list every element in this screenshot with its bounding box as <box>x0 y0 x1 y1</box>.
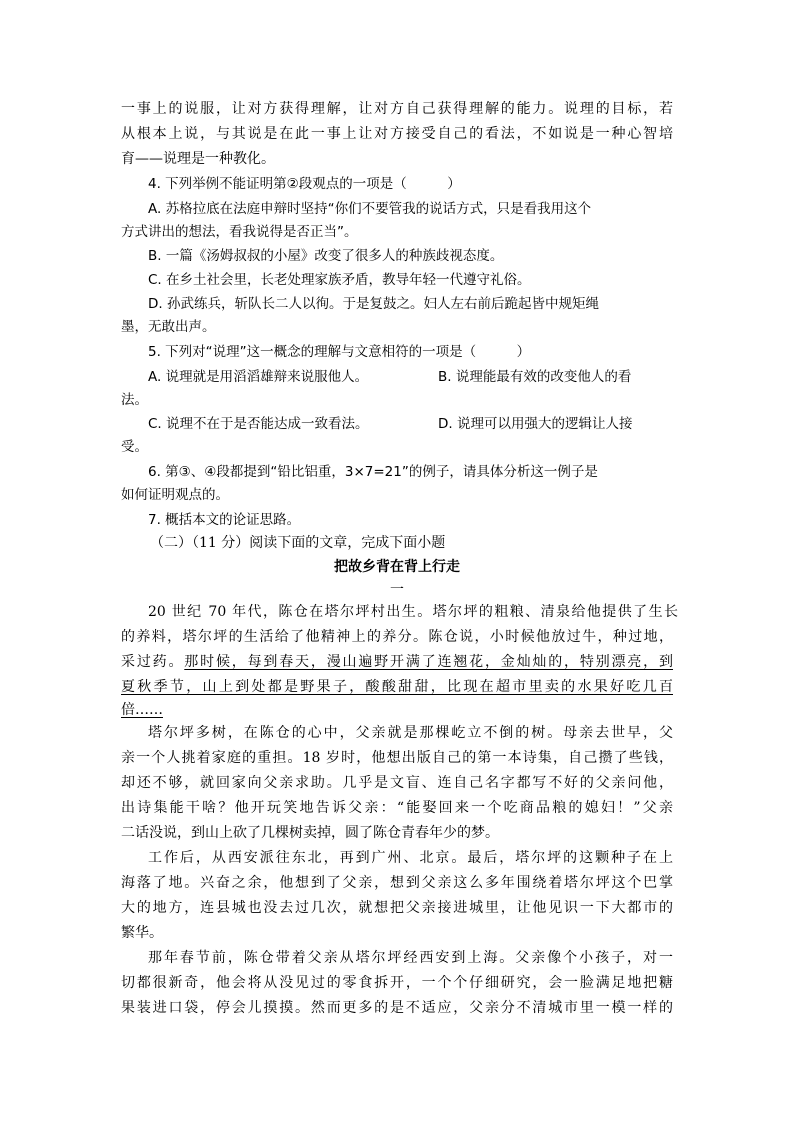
article-title: 把故乡背在背上行走 <box>334 559 460 575</box>
underlined-text: 那时候，每到春天，漫山遍野开满了连翘花，金灿灿的，特别漂亮，到 <box>184 654 674 670</box>
question-6-line: 6. 第③、④段都提到“铅比铝重，3×7=21”的例子，请具体分析这一例子是 <box>148 464 598 480</box>
underlined-line: 夏秋季节，山上到处都是野果子，酸酸甜甜，比现在超市里卖的水果好吃几百 <box>121 679 673 695</box>
question-5-option-b: B. 说理能最有效的改变他人的看 <box>438 369 632 385</box>
article-part-marker: 一 <box>390 582 404 598</box>
plain-text: 采过药。 <box>121 654 185 670</box>
passage2-p2-line: 却还不够，就回家向父亲求助。几乎是文盲、连自己名字都写不好的父亲问他， <box>121 775 673 791</box>
question-4-option-a-cont: 方式讲出的想法，看我说得是否正当”。 <box>121 224 358 240</box>
question-5-option-d-cont: 受。 <box>121 439 148 455</box>
passage2-p4-line: 切都很新奇，他会将从没见过的零食拆开，一个个仔细研究，会一脸满足地把糖 <box>121 975 673 991</box>
passage2-p2-line: 亲一个人挑着家庭的重担。18 岁时，他想出版自己的第一本诗集，自己攒了些钱， <box>121 750 673 766</box>
question-5-option-d: D. 说理可以用强大的逻辑让人接 <box>438 416 633 432</box>
section-2-heading: （二）（11 分）阅读下面的文章，完成下面小题 <box>150 535 446 551</box>
question-4-option-c: C. 在乡土社会里，长老处理家族矛盾，教导年轻一代遵守礼俗。 <box>148 272 531 288</box>
passage2-p3-line: 工作后，从西安派往东北，再到广州、北京。最后，塔尔坪的这颗种子在上 <box>148 850 673 866</box>
passage2-p4-line: 那年春节前，陈仓带着父亲从塔尔坪经西安到上海。父亲像个小孩子，对一 <box>148 950 673 966</box>
passage2-p3-line: 大的地方，连县城也没去过几次，就想把父亲接进城里，让他见识一下大都市的 <box>121 900 673 916</box>
question-4-option-d-cont: 墨，无敢出声。 <box>121 319 216 335</box>
question-4-option-a: A. 苏格拉底在法庭申辩时坚持“你们不要管我的说话方式，只是看我用这个 <box>148 201 592 217</box>
passage2-p2-line: 出诗集能干啥？他开玩笑地告诉父亲：“能娶回来一个吃商品粮的媳妇！”父亲 <box>121 800 673 816</box>
question-5-option-c: C. 说理不在于是否能达成一致看法。 <box>148 416 369 432</box>
passage2-p1-line: 20 世纪 70 年代，陈仓在塔尔坪村出生。塔尔坪的粗粮、清泉给他提供了生长 <box>148 604 678 620</box>
question-4-stem: 4. 下列举例不能证明第②段观点的一项是（ ） <box>148 176 461 192</box>
question-7: 7. 概括本文的论证思路。 <box>148 512 301 528</box>
question-6-line: 如何证明观点的。 <box>121 487 229 503</box>
question-5-option-b-cont: 法。 <box>121 392 148 408</box>
passage2-p2-line: 二话没说，到山上砍了几棵树卖掉，圆了陈仓青春年少的梦。 <box>121 825 499 841</box>
passage2-p1-mixed-line <box>121 650 673 674</box>
passage1-line: 育——说理是一种教化。 <box>121 151 275 167</box>
passage2-p3-line: 繁华。 <box>121 925 163 941</box>
question-4-option-d: D. 孙武练兵，斩队长二人以徇。于是复鼓之。妇人左右前后跪起皆中规矩绳 <box>148 296 599 312</box>
question-5-stem: 5. 下列对“说理”这一概念的理解与文意相符的一项是（ ） <box>148 344 531 360</box>
question-5-option-a: A. 说理就是用滔滔雄辩来说服他人。 <box>148 369 369 385</box>
question-4-option-b: B. 一篇《汤姆叔叔的小屋》改变了很多人的种族歧视态度。 <box>148 248 504 264</box>
underlined-line: 倍…… <box>121 702 163 718</box>
passage2-p1-line: 的养料，塔尔坪的生活给了他精神上的养分。陈仓说，小时候他放过牛，种过地， <box>121 629 673 645</box>
passage2-p2-line: 塔尔坪多树，在陈仓的心中，父亲就是那棵屹立不倒的树。母亲去世早，父 <box>148 725 673 741</box>
passage1-line: 从根本上说，与其说是在此一事上让对方接受自己的看法，不如说是一种心智培 <box>121 126 673 142</box>
passage2-p3-line: 海落了地。兴奋之余，他想到了父亲，想到父亲这么多年围绕着塔尔坪这个巴掌 <box>121 875 673 891</box>
passage2-p4-line: 果装进口袋，停会儿摸摸。然而更多的是不适应，父亲分不清城市里一模一样的 <box>121 1000 673 1016</box>
passage1-line: 一事上的说服，让对方获得理解，让对方自己获得理解的能力。说理的目标，若 <box>121 101 673 117</box>
